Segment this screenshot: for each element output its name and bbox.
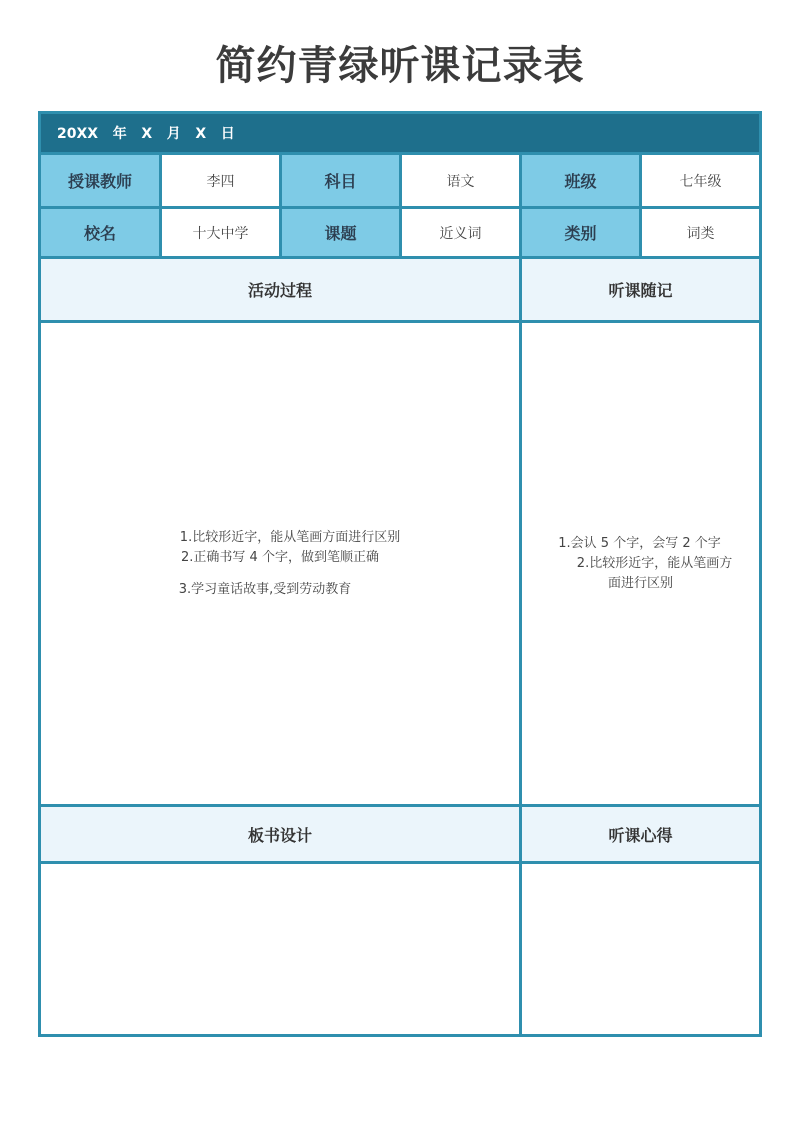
label-category: 类别 [522,209,639,256]
activity-item: 3.学习童话故事,受到劳动教育 [178,581,352,597]
label-class: 班级 [522,155,639,206]
notes-content[interactable] [522,323,759,804]
label-subject: 科目 [282,155,399,206]
notes-item: 面进行区别 [607,575,673,591]
value-topic[interactable]: 近义词 [402,209,519,256]
value-school[interactable]: 十大中学 [162,209,279,256]
date-text: 20XX 年 X 月 X 日 [57,126,235,142]
activity-content[interactable] [41,323,519,804]
board-content[interactable] [41,864,519,1034]
value-subject[interactable]: 语文 [402,155,519,206]
reflection-content[interactable] [522,864,759,1034]
label-school: 校名 [41,209,159,256]
section-activity-header: 活动过程 [41,259,519,320]
notes-item: 2.比较形近字，能从笔画方 [576,555,733,571]
value-teacher[interactable]: 李四 [162,155,279,206]
value-category[interactable]: 词类 [642,209,759,256]
notes-item: 1.会认 5 个字，会写 2 个字 [558,535,721,551]
page-title: 简约青绿听课记录表 [215,43,585,89]
section-notes-header: 听课随记 [522,259,759,320]
record-table [38,111,762,1037]
activity-item: 1.比较形近字，能从笔画方面进行区别 [179,529,401,545]
value-class[interactable]: 七年级 [642,155,759,206]
activity-item: 2.正确书写 4 个字，做到笔顺正确 [181,549,379,565]
label-teacher: 授课教师 [41,155,159,206]
section-reflection-header: 听课心得 [522,807,759,861]
label-topic: 课题 [282,209,399,256]
date-bar [41,114,759,152]
section-board-header: 板书设计 [41,807,519,861]
